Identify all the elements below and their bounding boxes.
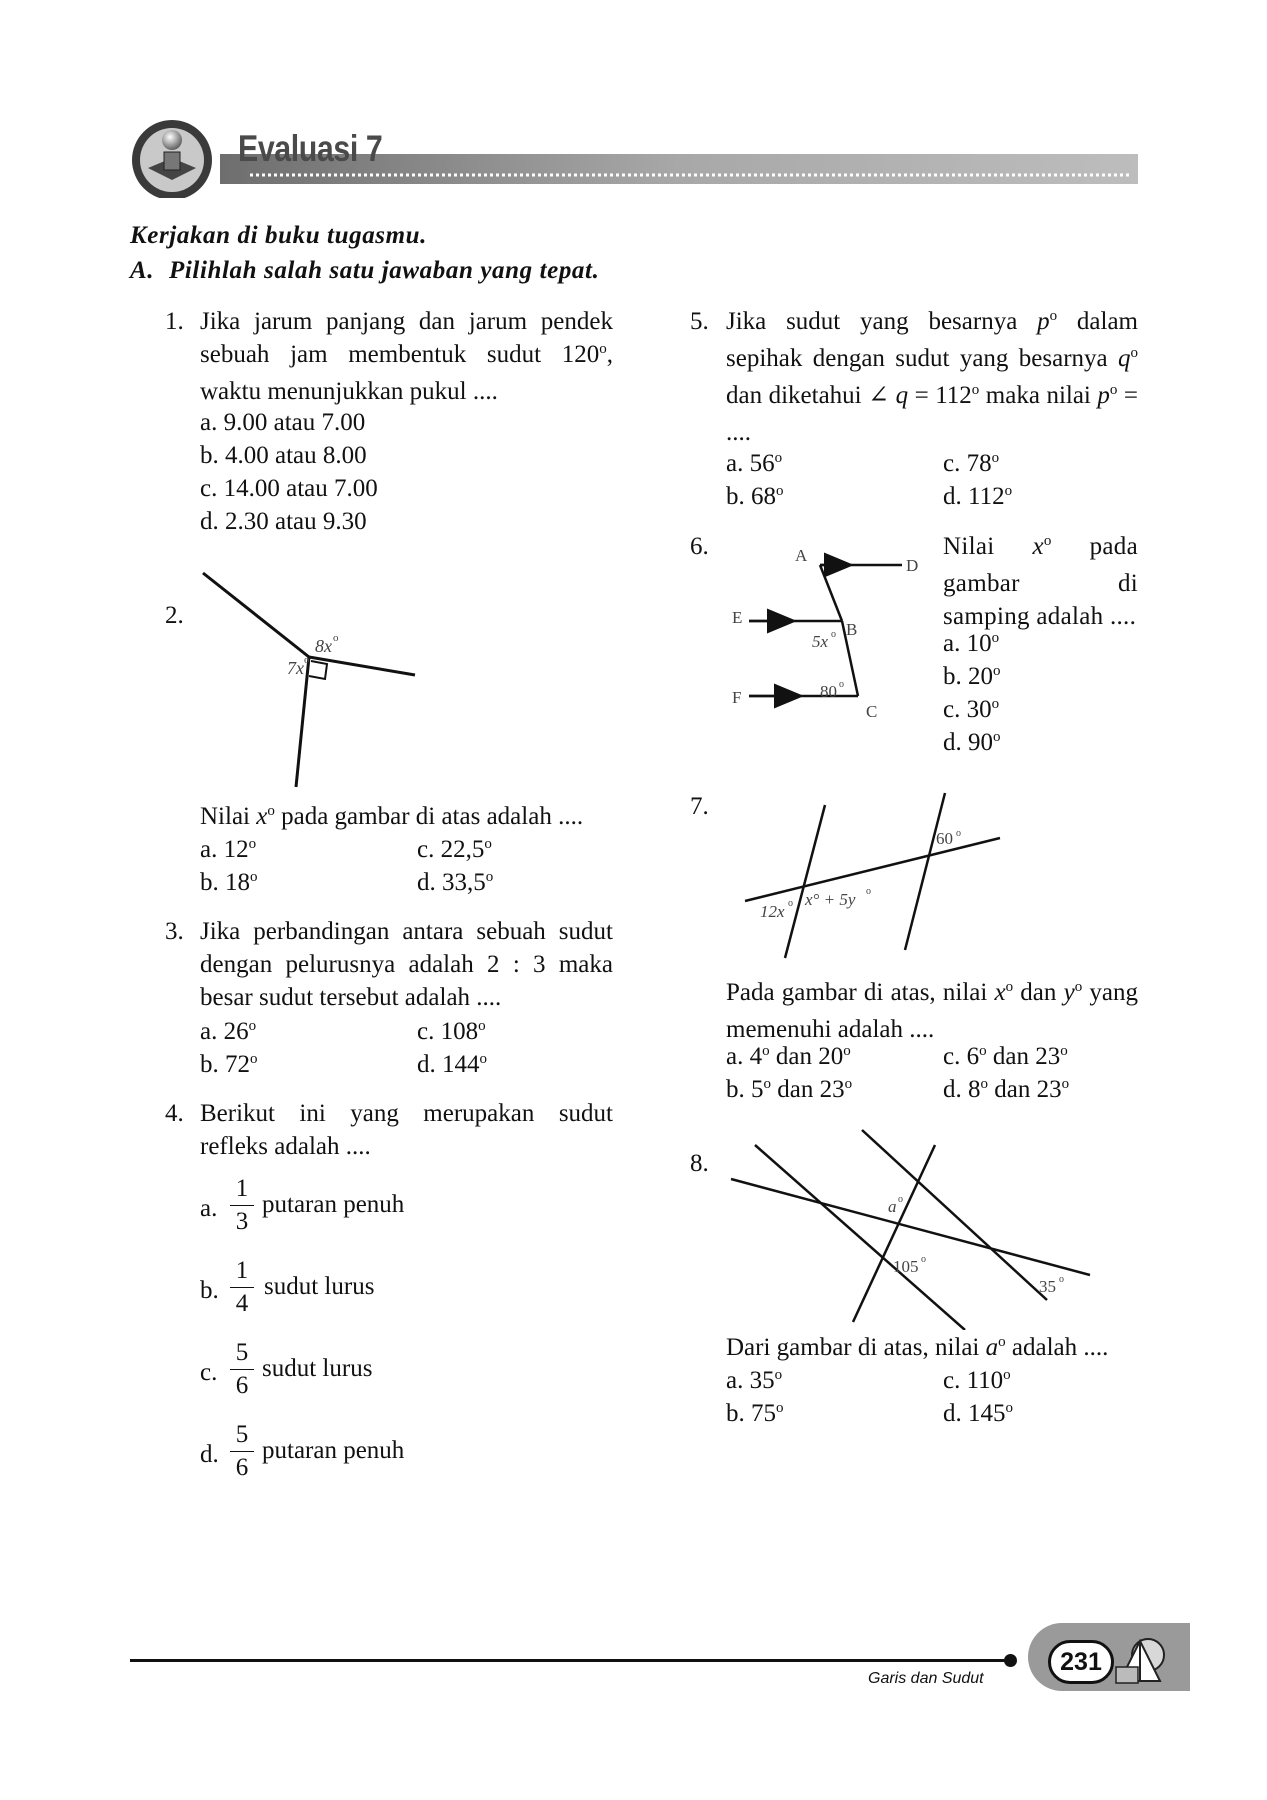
question-text: Pada gambar di atas, nilai $x^o$ dan $y^o$ yang memenuhi adalah .... <box>726 979 1138 1043</box>
label-7x: 7x <box>287 658 304 678</box>
svg-text:o: o <box>956 828 961 839</box>
section-text: Pilihlah salah satu jawaban yang tepat. <box>168 257 600 284</box>
question-number: 3. <box>165 918 184 945</box>
option-a[interactable]: a. 12$^o$ <box>200 836 257 863</box>
option-b[interactable]: b. 20$^o$ <box>943 663 1001 690</box>
question-text: Nilai $x^o$ pada gambar di samping adalah .... <box>943 533 1138 630</box>
question-text: Jika sudut yang besarnya $p^o$ dalam sepihak dengan sudut yang besarnya $q^o$ dan diketahui ∠ $q = 112^o$ maka nilai $p^o$ = .... <box>726 308 1138 446</box>
label-105: 105 <box>893 1257 919 1276</box>
option-c[interactable]: c. 22,5$^o$ <box>417 836 492 863</box>
svg-text:o: o <box>839 679 844 690</box>
label-A: A <box>795 546 808 565</box>
fraction: 5 6 <box>227 1420 257 1483</box>
option-a[interactable]: a. 9.00 atau 7.00 <box>200 409 366 436</box>
chapter-title: Garis dan Sudut <box>868 1670 984 1687</box>
option-b[interactable]: b. 18$^o$ <box>200 869 258 896</box>
fraction: 5 6 <box>227 1338 257 1401</box>
question-prompt: Dari gambar di atas, nilai $a^o$ adalah .... <box>726 1334 1109 1361</box>
label-8x: 8x <box>315 636 332 656</box>
option-c[interactable]: c. 110$^o$ <box>943 1367 1011 1394</box>
option-b[interactable]: b. 75$^o$ <box>726 1400 784 1427</box>
footer-rule-dot <box>1004 1654 1017 1667</box>
transversal-figure <box>740 785 1010 965</box>
question-text: Jika perbandingan antara sebuah sudut dengan pelurusnya adalah 2 : 3 maka besar sudut tersebut adalah .... <box>200 918 613 1011</box>
label-12x: 12x <box>760 902 785 921</box>
option-a[interactable]: a. 35$^o$ <box>726 1367 783 1394</box>
question-number: 5. <box>690 308 709 335</box>
option-c[interactable]: c. 6$^o$ dan 23$^o$ <box>943 1043 1068 1070</box>
option-a[interactable]: a. 10$^o$ <box>943 630 1000 657</box>
option-d[interactable]: d. 145$^o$ <box>943 1400 1013 1427</box>
option-d[interactable]: d. 144$^o$ <box>417 1051 487 1078</box>
question-number: 4. <box>165 1100 184 1127</box>
fraction: 1 3 <box>227 1174 257 1237</box>
label-D: D <box>906 556 919 575</box>
option-d[interactable]: d. 2.30 atau 9.30 <box>200 508 367 535</box>
question-number: 8. <box>690 1150 709 1177</box>
label-E: E <box>732 608 743 627</box>
label-80: 80 <box>820 682 837 701</box>
footer-geometry-icon <box>1110 1633 1180 1688</box>
option-a[interactable]: a. 56$^o$ <box>726 450 783 477</box>
option-c[interactable]: c. 14.00 atau 7.00 <box>200 475 378 502</box>
label-C: C <box>866 702 878 721</box>
label-x-5y: x° + 5y <box>805 890 856 909</box>
option-d[interactable]: d. 8$^o$ dan 23$^o$ <box>943 1076 1070 1103</box>
intersecting-lines-figure <box>725 1120 1105 1330</box>
svg-text:o: o <box>788 898 793 909</box>
svg-text:o: o <box>1059 1274 1064 1285</box>
angle-figure <box>195 565 435 795</box>
option-c[interactable]: c. 78$^o$ <box>943 450 1000 477</box>
question-number: 1. <box>165 308 184 335</box>
label-F: F <box>732 688 742 707</box>
option-c[interactable]: c. 30$^o$ <box>943 696 1000 723</box>
option-d[interactable]: d. 90$^o$ <box>943 729 1001 756</box>
section-heading <box>130 257 599 285</box>
svg-text:o: o <box>831 629 836 640</box>
section-letter: A. <box>130 257 155 284</box>
svg-text:o: o <box>333 632 339 644</box>
option-d[interactable]: d. 112$^o$ <box>943 483 1013 510</box>
label-a: a <box>888 1197 897 1216</box>
question-text: Berikut ini yang merupakan sudut refleks adalah .... <box>200 1100 613 1160</box>
header-banner <box>120 118 1140 198</box>
question-text: Jika jarum panjang dan jarum pendek sebuah jam membentuk sudut 120$^o$, waktu menunjukkan pukul .... <box>200 308 613 405</box>
option-d[interactable]: d. 33,5$^o$ <box>417 869 494 896</box>
question-number: 6. <box>690 533 709 560</box>
option-b[interactable]: b. 4.00 atau 8.00 <box>200 442 367 469</box>
option-b[interactable]: b. 68$^o$ <box>726 483 784 510</box>
label-35: 35 <box>1039 1277 1056 1296</box>
parallel-lines-figure <box>720 535 940 725</box>
label-60: 60 <box>936 829 953 848</box>
question-prompt: Nilai $x^o$ pada gambar di atas adalah .... <box>200 803 584 830</box>
svg-text:o: o <box>304 654 310 666</box>
svg-text:o: o <box>898 1194 903 1205</box>
option-a[interactable]: a. 26$^o$ <box>200 1018 257 1045</box>
footer <box>130 1615 1130 1695</box>
label-5x: 5x <box>812 632 829 651</box>
svg-text:o: o <box>866 886 871 897</box>
option-c[interactable]: c. 108$^o$ <box>417 1018 486 1045</box>
option-b[interactable]: b. 72$^o$ <box>200 1051 258 1078</box>
footer-rule <box>130 1659 1010 1662</box>
instruction-main: Kerjakan di buku tugasmu. <box>130 222 428 249</box>
page-title: Evaluasi 7 <box>238 128 383 169</box>
question-number: 7. <box>690 793 709 820</box>
page-number: 231 <box>1048 1640 1114 1684</box>
option-b[interactable]: b. 5$^o$ dan 23$^o$ <box>726 1076 853 1103</box>
question-number: 2. <box>165 602 184 629</box>
fraction: 1 4 <box>227 1256 257 1319</box>
svg-text:o: o <box>921 1254 926 1265</box>
label-B: B <box>846 620 858 639</box>
option-a[interactable]: a. 4$^o$ dan 20$^o$ <box>726 1043 851 1070</box>
